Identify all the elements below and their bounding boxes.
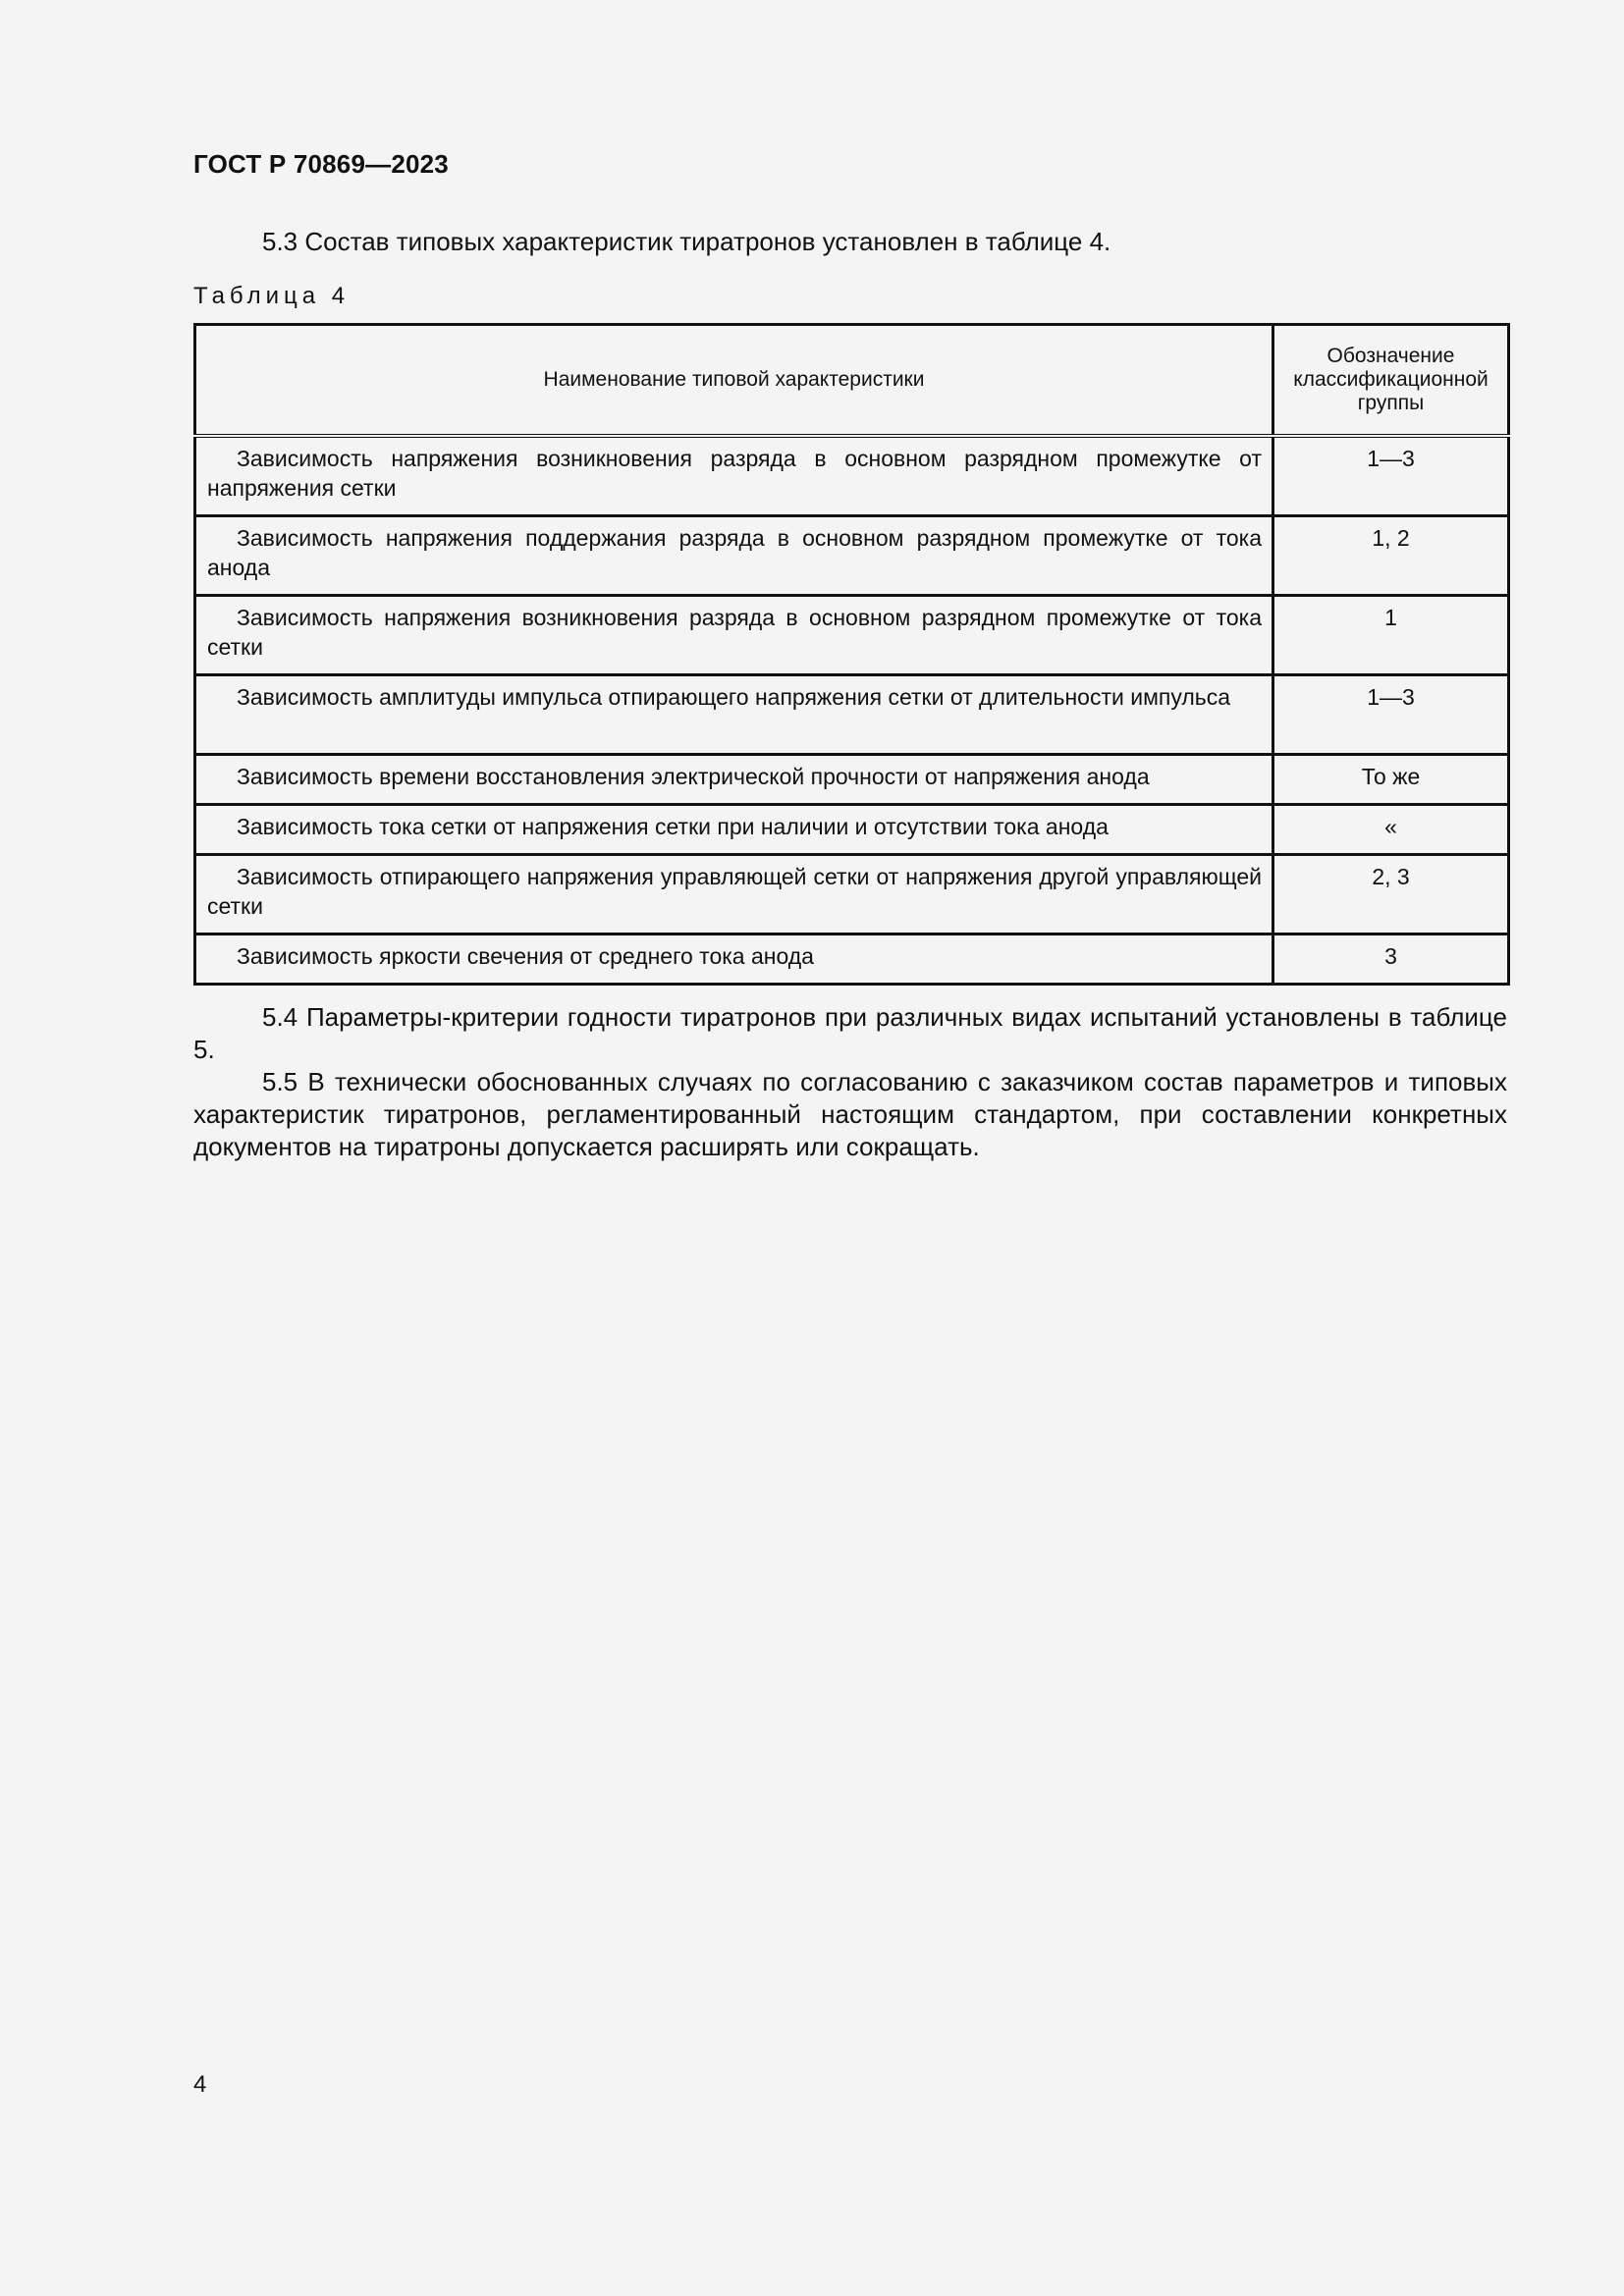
table-row [195,436,1509,516]
classification-group: 1—3 [1273,675,1509,755]
paragraph-5-3-text: 5.3 Состав типовых характеристик тиратронов установлен в таблице 4. [262,227,1111,256]
table-header-row [195,325,1509,437]
characteristic-name: Зависимость напряжения возникновения разряда в основном разрядном промежутке от тока сетки [195,596,1273,675]
characteristic-name: Зависимость амплитуды импульса отпирающего напряжения сетки от длительности импульса [195,675,1273,755]
classification-group: « [1273,805,1509,855]
paragraph-5-4 [193,1001,1507,1066]
characteristic-name: Зависимость тока сетки от напряжения сетки при наличии и отсутствии тока анода [195,805,1273,855]
characteristic-name: Зависимость яркости свечения от среднего тока анода [195,934,1273,985]
paragraph-5-5-text: 5.5 В технически обоснованных случаях по согласованию с заказчиком состав параметров и типовых характеристик тиратронов, регламентированный настоящим стандартом, при составлении конкретных документов на тиратроны допускается расширять или сокращать. [193,1067,1507,1161]
table-row [195,755,1509,805]
characteristics-table-container [193,323,1507,986]
table-row [195,934,1509,985]
paragraph-5-3 [193,226,1507,258]
table-row [195,855,1509,934]
characteristic-name: Зависимость напряжения поддержания разряда в основном разрядном промежутке от тока анода [195,516,1273,596]
table-row [195,516,1509,596]
table-row [195,675,1509,755]
table-caption: Таблица 4 [193,283,351,309]
document-code: ГОСТ Р 70869—2023 [193,149,449,179]
column-header-name: Наименование типовой характеристики [195,325,1273,437]
classification-group: 1—3 [1273,436,1509,516]
table-row [195,596,1509,675]
classification-group: 3 [1273,934,1509,985]
classification-group: То же [1273,755,1509,805]
characteristic-name: Зависимость напряжения возникновения разряда в основном разрядном промежутке от напряжения сетки [195,436,1273,516]
classification-group: 2, 3 [1273,855,1509,934]
characteristic-name: Зависимость времени восстановления электрической прочности от напряжения анода [195,755,1273,805]
characteristics-table [193,323,1510,986]
column-header-group: Обозначение классификационной группы [1273,325,1509,437]
table-row [195,805,1509,855]
paragraph-5-4-text: 5.4 Параметры-критерии годности тиратронов при различных видах испытаний установлены в таблице 5. [193,1002,1507,1064]
page-number: 4 [193,2071,207,2098]
classification-group: 1 [1273,596,1509,675]
paragraph-5-5 [193,1066,1507,1163]
classification-group: 1, 2 [1273,516,1509,596]
characteristic-name: Зависимость отпирающего напряжения управляющей сетки от напряжения другой управляющей сетки [195,855,1273,934]
